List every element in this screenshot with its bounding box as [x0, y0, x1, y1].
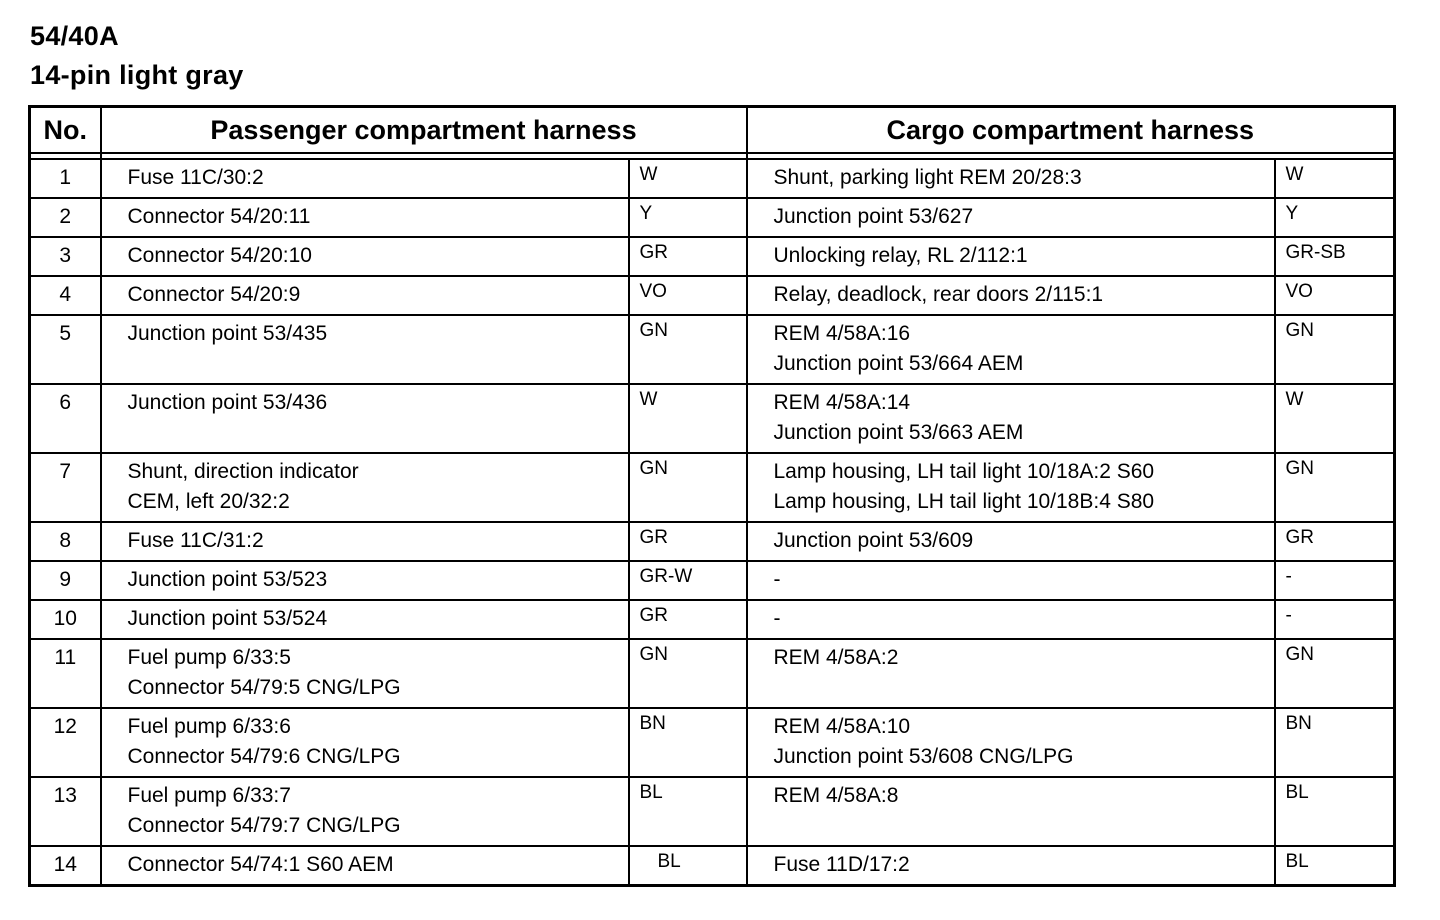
passenger-connection	[101, 237, 629, 276]
header-passenger-harness: Passenger compartment harness	[101, 107, 747, 154]
table-row	[30, 600, 1395, 639]
passenger-wire-color: GN	[629, 453, 747, 522]
cargo-connection	[747, 600, 1275, 639]
cargo-connection	[747, 846, 1275, 885]
pin-number: 14	[30, 846, 101, 885]
passenger-connection-line: Connector 54/20:11	[127, 205, 311, 228]
table-row	[30, 846, 1395, 885]
cargo-connection-line: Junction point 53/609	[773, 529, 974, 552]
pin-number: 13	[30, 777, 101, 846]
pin-number: 4	[30, 276, 101, 315]
passenger-wire-color: W	[629, 159, 747, 198]
cargo-connection-line: Lamp housing, LH tail light 10/18B:4 S80	[773, 490, 1155, 513]
pin-number: 2	[30, 198, 101, 237]
cargo-connection-line: Relay, deadlock, rear doors 2/115:1	[773, 283, 1104, 306]
passenger-wire-color: BL	[629, 846, 747, 885]
cargo-connection-line: -	[773, 607, 781, 630]
cargo-connection	[747, 561, 1275, 600]
passenger-connection	[101, 522, 629, 561]
passenger-connection	[101, 315, 629, 384]
passenger-connection	[101, 561, 629, 600]
table-row	[30, 159, 1395, 198]
connector-subtitle: 14-pin light gray	[30, 60, 244, 90]
passenger-connection-line: Shunt, direction indicator	[127, 460, 359, 483]
passenger-wire-color: GR	[629, 237, 747, 276]
header-no: No.	[30, 107, 101, 154]
cargo-connection-line: Junction point 53/663 AEM	[773, 421, 1024, 444]
passenger-wire-color: GR	[629, 600, 747, 639]
cargo-wire-color: -	[1275, 600, 1395, 639]
table-body	[30, 153, 1395, 885]
passenger-wire-color: W	[629, 384, 747, 453]
pin-number: 7	[30, 453, 101, 522]
pin-number: 6	[30, 384, 101, 453]
passenger-wire-color: GR	[629, 522, 747, 561]
cargo-connection-line: Unlocking relay, RL 2/112:1	[773, 244, 1028, 267]
cargo-connection	[747, 198, 1275, 237]
pin-number: 9	[30, 561, 101, 600]
passenger-connection-line: Fuel pump 6/33:6	[127, 715, 291, 738]
passenger-connection	[101, 276, 629, 315]
passenger-connection	[101, 384, 629, 453]
passenger-connection-line: Connector 54/74:1 S60 AEM	[127, 853, 394, 876]
passenger-connection	[101, 159, 629, 198]
passenger-connection-line: Fuse 11C/31:2	[127, 529, 264, 552]
passenger-connection	[101, 198, 629, 237]
cargo-connection-line: -	[773, 568, 781, 591]
cargo-wire-color: GR	[1275, 522, 1395, 561]
passenger-connection-line: Junction point 53/523	[127, 568, 328, 591]
cargo-wire-color: GR-SB	[1275, 237, 1395, 276]
passenger-connection	[101, 777, 629, 846]
cargo-wire-color: GN	[1275, 453, 1395, 522]
cargo-wire-color: W	[1275, 159, 1395, 198]
cargo-connection	[747, 777, 1275, 846]
cargo-connection-line: Junction point 53/608 CNG/LPG	[773, 745, 1074, 768]
cargo-connection-line: Junction point 53/664 AEM	[773, 352, 1024, 375]
cargo-connection-line: REM 4/58A:2	[773, 646, 899, 669]
cargo-connection	[747, 237, 1275, 276]
passenger-connection-line: Connector 54/79:6 CNG/LPG	[127, 745, 401, 768]
cargo-connection-line: Fuse 11D/17:2	[773, 853, 910, 876]
pin-number: 1	[30, 159, 101, 198]
pin-number: 8	[30, 522, 101, 561]
cargo-wire-color: BN	[1275, 708, 1395, 777]
passenger-wire-color: BL	[629, 777, 747, 846]
passenger-wire-color: VO	[629, 276, 747, 315]
pin-number: 3	[30, 237, 101, 276]
table-row	[30, 561, 1395, 600]
cargo-connection-line: REM 4/58A:14	[773, 391, 911, 414]
pin-number: 12	[30, 708, 101, 777]
passenger-connection	[101, 639, 629, 708]
cargo-connection-line: Junction point 53/627	[773, 205, 974, 228]
cargo-wire-color: Y	[1275, 198, 1395, 237]
cargo-wire-color: GN	[1275, 315, 1395, 384]
cargo-connection	[747, 708, 1275, 777]
passenger-connection-line: Fuel pump 6/33:7	[127, 784, 291, 807]
cargo-connection-line: REM 4/58A:8	[773, 784, 899, 807]
passenger-wire-color: BN	[629, 708, 747, 777]
cargo-connection-line: Lamp housing, LH tail light 10/18A:2 S60	[773, 460, 1155, 483]
pin-number: 11	[30, 639, 101, 708]
table-row	[30, 276, 1395, 315]
cargo-wire-color: -	[1275, 561, 1395, 600]
cargo-wire-color: BL	[1275, 777, 1395, 846]
cargo-connection	[747, 384, 1275, 453]
cargo-connection	[747, 315, 1275, 384]
passenger-wire-color: GN	[629, 639, 747, 708]
cargo-connection	[747, 453, 1275, 522]
table-row	[30, 777, 1395, 846]
passenger-connection-line: Connector 54/20:10	[127, 244, 312, 267]
passenger-wire-color: GR-W	[629, 561, 747, 600]
passenger-connection	[101, 846, 629, 885]
passenger-connection-line: Junction point 53/436	[127, 391, 328, 414]
passenger-connection-line: Junction point 53/524	[127, 607, 328, 630]
cargo-connection	[747, 276, 1275, 315]
pin-assignment-table	[28, 105, 1396, 887]
table-row	[30, 198, 1395, 237]
cargo-wire-color: BL	[1275, 846, 1395, 885]
cargo-connection	[747, 639, 1275, 708]
cargo-connection-line: Shunt, parking light REM 20/28:3	[773, 166, 1082, 189]
pin-number: 5	[30, 315, 101, 384]
table-header-row	[30, 107, 1395, 154]
cargo-connection	[747, 159, 1275, 198]
cargo-connection-line: REM 4/58A:16	[773, 322, 911, 345]
table-row	[30, 708, 1395, 777]
table-row	[30, 384, 1395, 453]
passenger-connection-line: Junction point 53/435	[127, 322, 328, 345]
cargo-wire-color: W	[1275, 384, 1395, 453]
passenger-connection	[101, 600, 629, 639]
passenger-connection-line: Fuel pump 6/33:5	[127, 646, 291, 669]
passenger-connection-line: Connector 54/79:7 CNG/LPG	[127, 814, 401, 837]
cargo-connection	[747, 522, 1275, 561]
cargo-connection-line: REM 4/58A:10	[773, 715, 911, 738]
passenger-connection-line: Fuse 11C/30:2	[127, 166, 264, 189]
table-row	[30, 237, 1395, 276]
cargo-wire-color: GN	[1275, 639, 1395, 708]
table-row	[30, 522, 1395, 561]
connector-title: 54/40A	[30, 21, 119, 51]
passenger-wire-color: GN	[629, 315, 747, 384]
header-cargo-harness: Cargo compartment harness	[747, 107, 1395, 154]
table-row	[30, 315, 1395, 384]
table-row	[30, 453, 1395, 522]
passenger-connection-line: Connector 54/20:9	[127, 283, 301, 306]
pin-number: 10	[30, 600, 101, 639]
passenger-connection	[101, 453, 629, 522]
passenger-connection-line: Connector 54/79:5 CNG/LPG	[127, 676, 401, 699]
table-row	[30, 639, 1395, 708]
cargo-wire-color: VO	[1275, 276, 1395, 315]
passenger-wire-color: Y	[629, 198, 747, 237]
passenger-connection-line: CEM, left 20/32:2	[127, 490, 290, 513]
passenger-connection	[101, 708, 629, 777]
